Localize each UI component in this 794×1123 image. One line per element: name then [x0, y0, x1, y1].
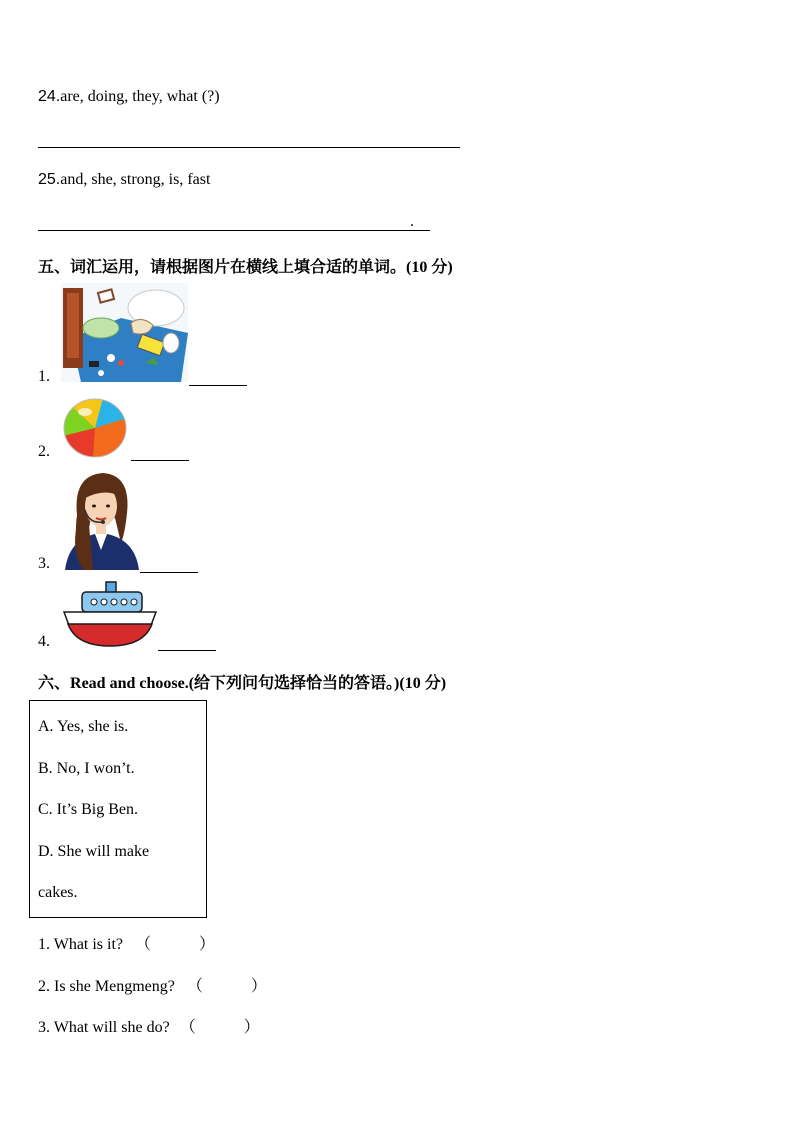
question-2-answer-paren[interactable]: （ ）	[186, 978, 267, 995]
q25-end-mark: .	[410, 213, 414, 230]
q24-number: 24.	[38, 88, 61, 105]
q25-answer-line[interactable]	[38, 230, 430, 231]
question-3-text: 3. What will she do?	[38, 1019, 170, 1036]
ship-image	[62, 580, 158, 648]
item3-label: 3.	[38, 555, 50, 572]
q24-answer-line[interactable]	[38, 147, 460, 148]
section6-title-en: Read and choose.	[70, 675, 189, 692]
answer-choices-box	[29, 700, 207, 918]
question-1-text: 1. What is it?	[38, 936, 124, 953]
choice-d-continued: cakes.	[38, 884, 78, 901]
choice-a: A. Yes, she is.	[38, 718, 129, 735]
q24	[38, 88, 220, 106]
woman-with-headset-image	[63, 470, 141, 570]
choice-c: C. It’s Big Ben.	[38, 801, 139, 818]
question-1-answer-paren[interactable]: （ ）	[135, 936, 216, 953]
section5-title: 五、词汇运用，请根据图片在横线上填合适的单词。(10 分)	[38, 259, 453, 276]
question-1	[38, 931, 215, 954]
messy-room-image	[61, 283, 188, 382]
item1-label: 1.	[38, 368, 50, 385]
item3-answer-line[interactable]	[140, 572, 198, 573]
item2-label: 2.	[38, 443, 50, 460]
question-3-answer-paren[interactable]: （ ）	[179, 1019, 260, 1036]
beach-ball-image	[63, 398, 127, 458]
item4-answer-line[interactable]	[158, 650, 216, 651]
section6-title	[38, 670, 446, 693]
item1-answer-line[interactable]	[189, 385, 247, 386]
item2-answer-line[interactable]	[131, 460, 189, 461]
section6-title-cn: (给下列问句选择恰当的答语。)(10 分)	[188, 675, 447, 692]
question-2	[38, 973, 267, 996]
question-2-text: 2. Is she Mengmeng?	[38, 978, 175, 995]
q25-number: 25.	[38, 171, 61, 188]
choice-b: B. No, I won’t.	[38, 760, 135, 777]
q24-words: are, doing, they, what (?)	[60, 88, 220, 105]
section6-title-prefix: 六、	[38, 675, 71, 692]
q25	[38, 171, 210, 189]
question-3	[38, 1014, 260, 1037]
q25-words: and, she, strong, is, fast	[60, 171, 211, 188]
choice-d: D. She will make	[38, 843, 150, 860]
item4-label: 4.	[38, 633, 50, 650]
